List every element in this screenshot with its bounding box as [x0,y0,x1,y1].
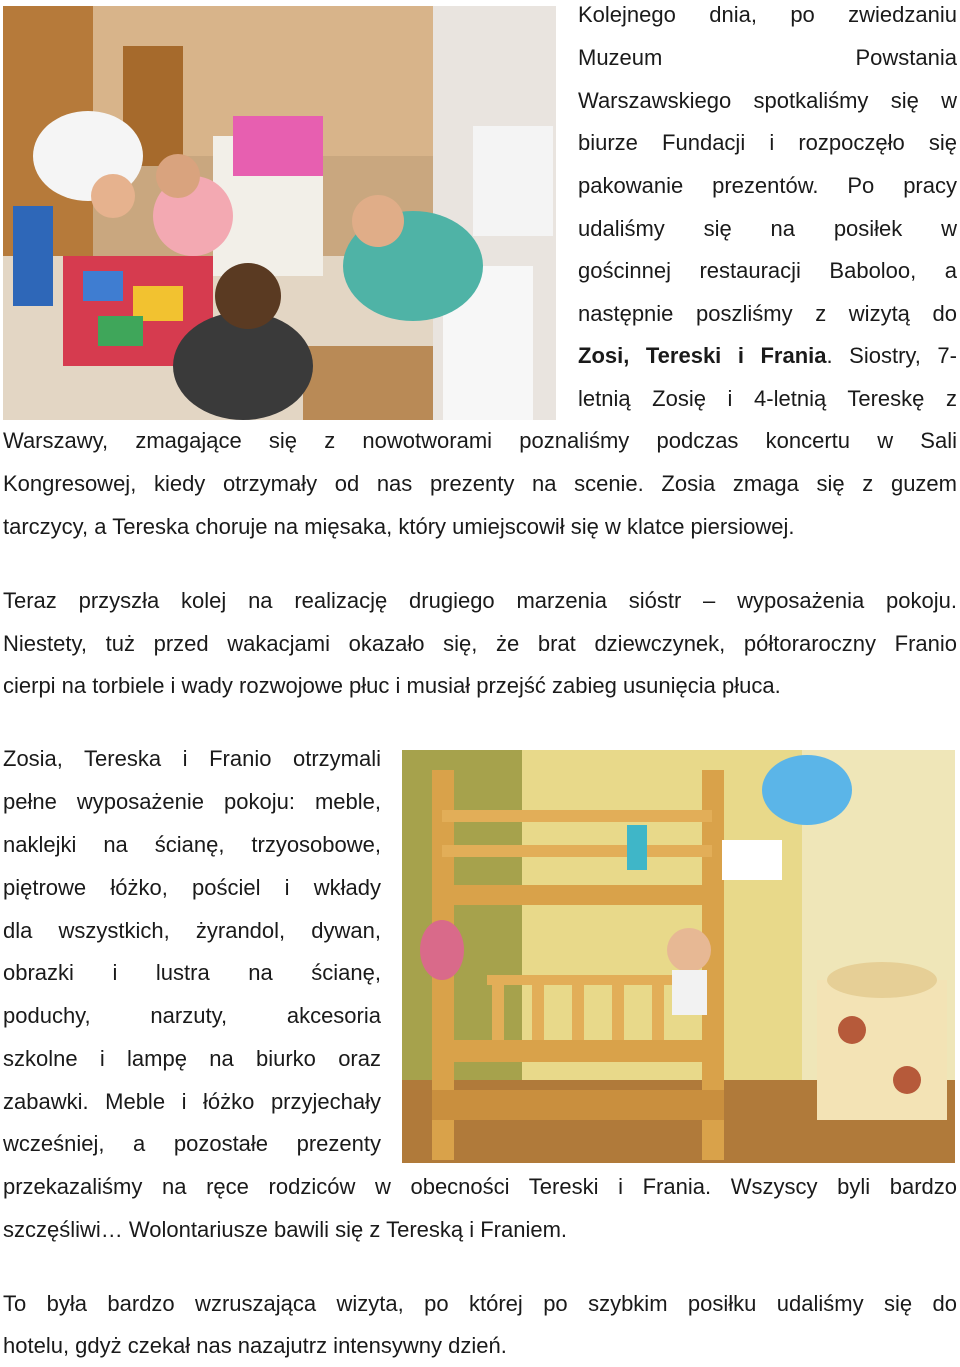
bunk-bed-illustration [402,750,955,1163]
para2-line-2: Niestety, tuż przed wakacjami okazało się, że brat dziewczynek, półtoraroczny Franio [3,631,957,656]
bold-names: Zosi, Tereski i Frania [578,343,827,368]
para1-line-5: pakowanie prezentów. Po pracy [578,173,957,198]
para1-full-line-3: tarczycy, a Tereska choruje na mięsaka, który umiejscowił się w klatce piersiowej. [3,514,795,539]
para1-line-9 [578,334,957,377]
para2-line-1: Teraz przyszła kolej na realizację drugiego marzenia sióstr – wyposażenia pokoju. [3,588,957,613]
para4-line-1: To była bardzo wzruszająca wizyta, po której po szybkim posiłku udaliśmy się do [3,1291,957,1316]
para1-line-9-rest: . Siostry, 7- [826,343,957,368]
para1-full-line-2: Kongresowej, kiedy otrzymały od nas prezenty na scenie. Zosia zmaga się z guzem [3,471,957,496]
para1-full-line-1: Warszawy, zmagające się z nowotworami poznaliśmy podczas koncertu w Sali [3,428,957,453]
para1-line-7: gościnnej restauracji Baboloo, a [578,258,957,283]
para2-line-3: cierpi na torbiele i wady rozwojowe płuc i musiał przejść zabieg usunięcia płuca. [3,673,781,698]
para1-line-1: Kolejnego dnia, po zwiedzaniu [578,2,957,27]
para1-line-6: udaliśmy się na posiłek w [578,216,957,241]
para3-full-line-2: szczęśliwi… Wolontariusze bawili się z Tereską i Franiem. [3,1217,568,1242]
para3-line-9: zabawki. Meble i łóżko przyjechały [3,1089,381,1114]
para3-line-2: pełne wyposażenie pokoju: meble, [3,789,381,814]
para3-line-7: poduchy, narzuty, akcesoria [3,1003,381,1028]
para3-line-10: wcześniej, a pozostałe prezenty [3,1131,381,1156]
para1-line-4: biurze Fundacji i rozpoczęło się [578,130,957,155]
para3-line-1: Zosia, Tereska i Franio otrzymali [3,746,381,771]
para1-line-3: Warszawskiego spotkaliśmy się w [578,88,957,113]
para3-line-6: obrazki i lustra na ścianę, [3,960,381,985]
packing-presents-photo [3,6,556,420]
packing-presents-illustration [3,6,556,420]
children-room-photo [402,750,955,1163]
para1-line-2: Muzeum Powstania [578,45,957,70]
para1-line-8: następnie poszliśmy z wizytą do [578,301,957,326]
para3-line-5: dla wszystkich, żyrandol, dywan, [3,918,381,943]
para3-line-4: piętrowe łóżko, pościel i wkłady [3,875,381,900]
para4-line-2: hotelu, gdyż czekał nas nazajutrz intensywny dzień. [3,1333,507,1358]
para3-line-3: naklejki na ścianę, trzyosobowe, [3,832,381,857]
para3-line-8: szkolne i lampę na biurko oraz [3,1046,381,1071]
para1-line-10: letnią Zosię i 4-letnią Tereskę z [578,386,957,411]
para3-full-line-1: przekazaliśmy na ręce rodziców w obecności Tereski i Frania. Wszyscy byli bardzo [3,1174,957,1199]
